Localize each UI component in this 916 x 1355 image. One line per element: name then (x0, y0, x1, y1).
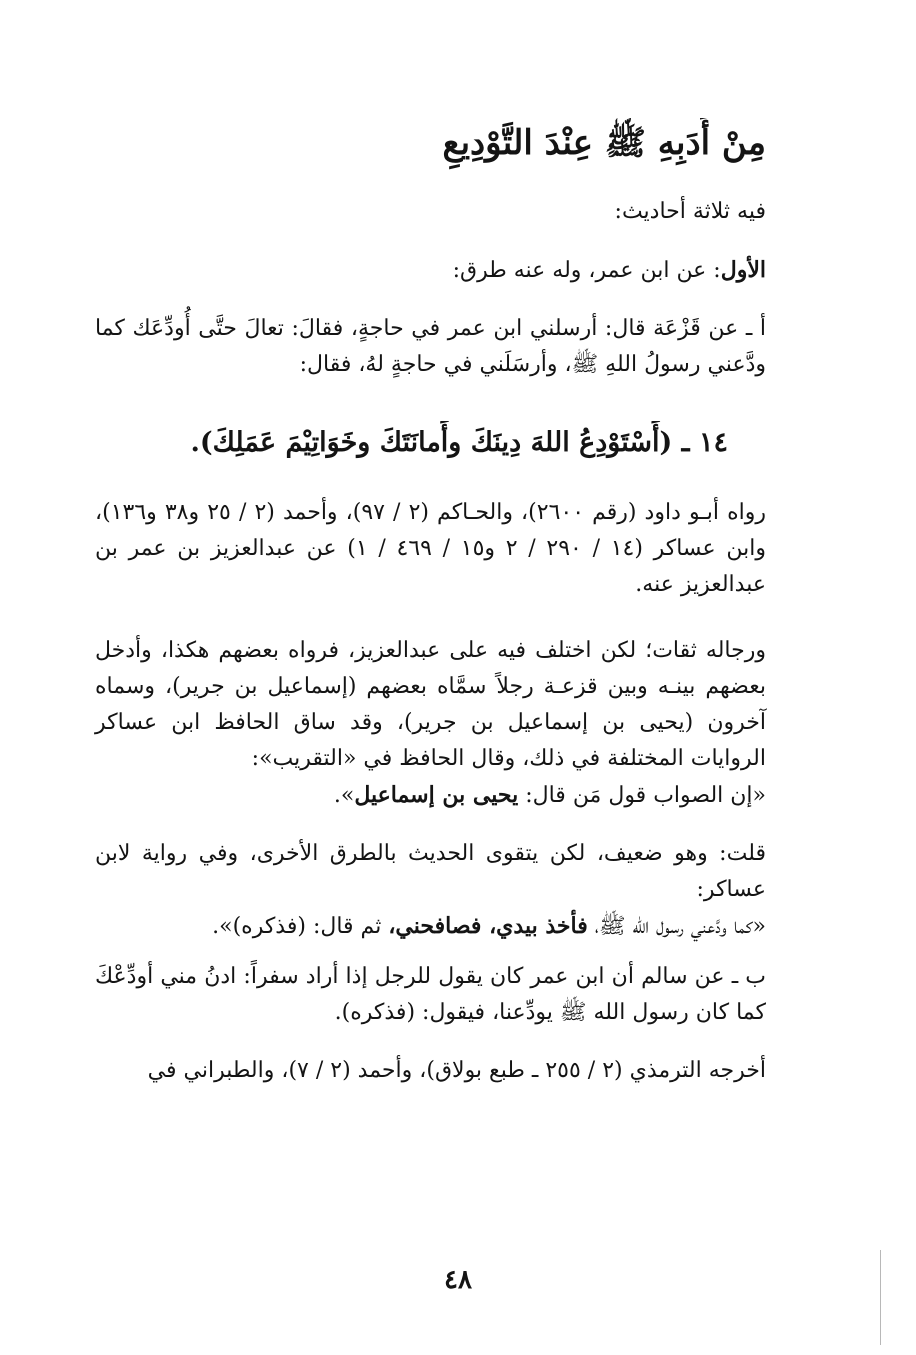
hadith-number: ١٤ (698, 427, 728, 458)
section-intro: فيه ثلاثة أحاديث: (614, 199, 766, 224)
ibn-asakir-quote (95, 908, 766, 945)
page-edge-line (880, 1250, 881, 1345)
takhrij-paragraph: رواه أبـو داود (رقم ٢٦٠٠)، والحـاكم (٢ / ٩٧)، وأحمد (٢ / ٢٥ و٣٨ و١٣٦)، وابن عساكر (١٤ / ٢٩٠ / ٢ و١٥ / ٤٦٩ / ١) عن عبدالعزيز بن عمر بن عبدالعزيز عنه. (95, 500, 766, 597)
rijal-paragraph: ورجاله ثقات؛ لكن اختلف فيه على عبدالعزيز، فرواه بعضهم هكذا، وأدخل بعضهم بينـه وبين قزعـة رجلاً سمَّاه بعضهم (إسماعيل بن جرير)، وسماه آخرون (يحيى بن إسماعيل بن جرير)، وقد ساق الحافظ ابن عساكر الروايات المختلفة في ذلك، وقال الحافظ في «التقريب»: (95, 638, 766, 771)
page-number: ٤٨ (444, 1265, 472, 1295)
taqrib-quote (95, 777, 766, 814)
ba-text: عن سالم أن ابن عمر كان يقول للرجل إذا أراد سفراً: ادنُ مني أودِّعْكَ كما كان رسول الله ﷺ يودِّعنا، فيقول: (فذكره). (95, 964, 766, 1025)
quote2-end: ثم قال: (فذكره)». (212, 914, 382, 939)
page-body (95, 118, 766, 1089)
narration-ba (95, 959, 766, 1031)
quote2-bold: فأخذ بيدي، فصافحني، (388, 913, 588, 939)
first-label: الأول (720, 257, 766, 283)
first-hadith-intro (95, 252, 766, 289)
quote2-start: «كما ودَّعني رسول الله ﷺ، (594, 914, 766, 939)
alif-label: أ ـ (745, 316, 766, 341)
quote1-end: ». (333, 783, 355, 808)
hadith-body: ـ (أَسْتَوْدِعُ اللهَ دِينَكَ وأَمانَتَكَ وخَوَاتِيْمَ عَمَلِكَ). (190, 427, 690, 458)
qultu-paragraph: قلت: وهو ضعيف، لكن يتقوى الحديث بالطرق الأخرى، وفي رواية لابن عساكر: (95, 841, 766, 902)
akhrajahu-paragraph: أخرجه الترمذي (٢ / ٢٥٥ ـ طبع بولاق)، وأحمد (٢ / ٧)، والطبراني في (147, 1058, 766, 1083)
first-text: : عن ابن عمر، وله عنه طرق: (452, 258, 721, 283)
narration-alif (95, 311, 766, 383)
quote1-bold: يحيى بن إسماعيل (354, 782, 519, 808)
hadith-text (95, 421, 766, 465)
ba-label: ب ـ (731, 964, 766, 989)
quote1-start: «إن الصواب قول مَن قال: (525, 783, 766, 808)
alif-text: عن قَزْعَة قال: أرسلني ابن عمر في حاجةٍ، فقالَ: تعالَ حتَّى أُودِّعَك كما ودَّعني رسولُ اللهِ ﷺ، وأرسَلَني في حاجةٍ لهُ، فقال: (95, 316, 766, 377)
section-heading: مِنْ أَدَبِهِ ﷺ عِنْدَ التَّوْدِيعِ (442, 123, 766, 163)
